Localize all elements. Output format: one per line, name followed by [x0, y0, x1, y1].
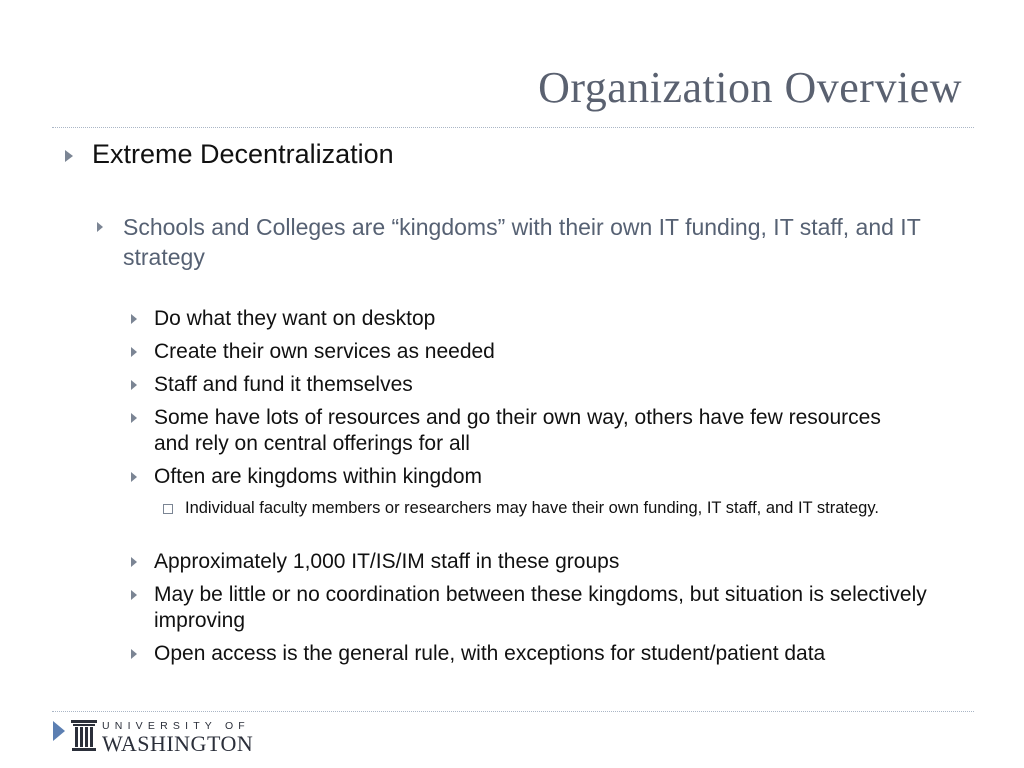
bullet-arrow-icon [131, 649, 137, 659]
bullet-arrow-icon [131, 347, 137, 357]
bullet-level1 [92, 139, 972, 170]
bullet-text: Staff and fund it themselves [154, 373, 413, 396]
bullet-level3 [154, 641, 964, 667]
logo-washington: WASHINGTON [102, 731, 254, 756]
bullet-text: Open access is the general rule, with exceptions for student/patient data [154, 642, 826, 665]
bullet-arrow-icon [97, 222, 103, 232]
bullet-arrow-icon [131, 590, 137, 600]
square-bullet-icon [163, 504, 173, 514]
footer-divider [52, 711, 974, 712]
bullet-level3 [154, 464, 954, 490]
bullet-text: Individual faculty members or researchers may have their own funding, IT staff, and IT strategy. [185, 499, 879, 517]
bullet-level3 [154, 582, 964, 634]
bullet-level3 [154, 339, 954, 365]
university-logo [70, 718, 270, 758]
bullet-level2 [123, 212, 943, 272]
bullet-arrow-icon [65, 150, 73, 162]
bullet-arrow-icon [131, 472, 137, 482]
bullet-level3 [154, 306, 954, 332]
logo-university-of: UNIVERSITY OF [102, 720, 250, 732]
bullet-text: Often are kingdoms within kingdom [154, 465, 482, 488]
bullet-level3 [154, 372, 954, 398]
bullet-arrow-icon [131, 314, 137, 324]
bullet-arrow-icon [131, 413, 137, 423]
bullet-text: Extreme Decentralization [92, 139, 394, 169]
bullet-text: May be little or no coordination between these kingdoms, but situation is selectively improving [154, 583, 927, 632]
bullet-text: Approximately 1,000 IT/IS/IM staff in these groups [154, 550, 620, 573]
next-slide-arrow-icon[interactable] [53, 721, 65, 741]
bullet-level3 [154, 405, 914, 457]
slide-title: Organization Overview [538, 63, 962, 112]
bullet-arrow-icon [131, 557, 137, 567]
bullet-text: Some have lots of resources and go their own way, others have few resources and rely on central offerings for all [154, 406, 881, 455]
bullet-arrow-icon [131, 380, 137, 390]
bullet-level3 [154, 549, 954, 575]
bullet-text: Do what they want on desktop [154, 307, 436, 330]
bullet-level4 [185, 497, 965, 519]
pillars-icon [70, 718, 98, 754]
bullet-text: Create their own services as needed [154, 340, 495, 363]
bullet-text: Schools and Colleges are “kingdoms” with their own IT funding, IT staff, and IT strategy [123, 214, 921, 270]
